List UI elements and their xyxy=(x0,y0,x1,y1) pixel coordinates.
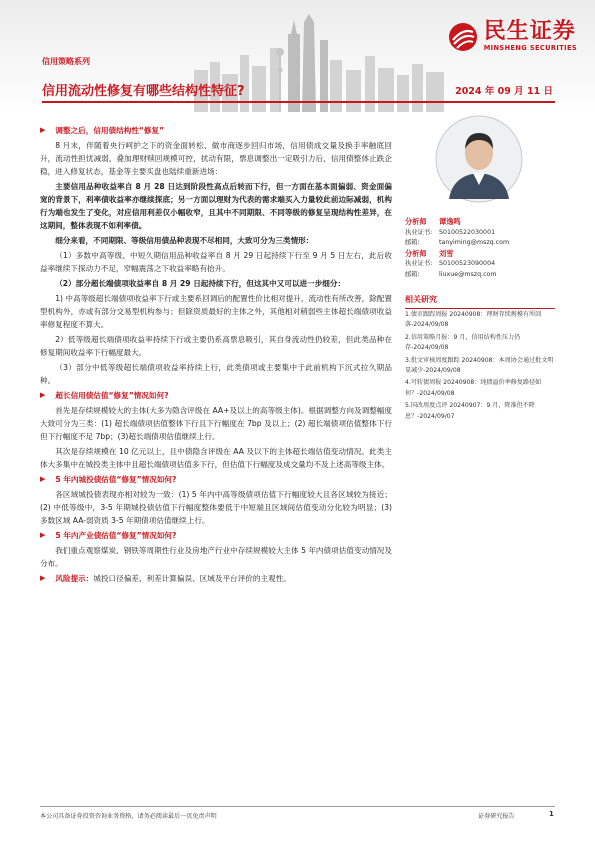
report-series: 信用策略系列 xyxy=(42,57,90,66)
triangle-bullet-icon: ▶ xyxy=(40,391,46,399)
paragraph: 8 月末，伴随着央行呵护之下的资金面转松、做市商逐步回归市场，信用债成交量及换手率触底回升，流动性担忧减弱，叠加理财赎回规模可控，扰动有限，票息调整出一定吸引力后，信用债整体止跌企稳，进入修复状态，基金等主要买盘也陆续重新进场： xyxy=(40,141,392,176)
related-research-item[interactable]: 3.批文审核周度跟踪 20240908：本周协会通过批文明显减少-2024/09/08 xyxy=(405,356,554,375)
brand-logo xyxy=(447,20,577,53)
related-research-heading: 相关研究 xyxy=(405,294,555,309)
section-heading: ▶ 调整之后，信用债结构性“修复” xyxy=(40,126,165,135)
related-research-item[interactable]: 5.国改周度点评 20240907：9 月，降准但不降息？-2024/09/07 xyxy=(405,402,535,420)
title-divider xyxy=(42,101,555,103)
paragraph: 1) 中高等级超长端债项收益率下行或主要系回调后的配置性价比相对提升，流动性有所改善，除配置型机构外，亦或有部分交易型机构参与；但除资质最好的主体之外，其他相对稍弱些主体超长端债项收益率修复程度不算大。 xyxy=(40,294,392,329)
paragraph: 主要信用品种收益率自 8 月 28 日达到阶段性高点后转而下行，但一方面在基本面偏弱、资金面偏宽的背景下，利率债收益率亦继续探底；另一方面以理财为代表的需求端买入力量较此前边际减弱，机构行为端也发生了变化，对应信用利差仅小幅收窄，且其中不同期限、不同等级的修复呈现结构性差异，在这期间，整体表现不如利率债。 xyxy=(40,182,392,230)
paragraph: 各区域城投债表现亦相对较为一致：(1) 5 年内中高等级债项估值下行幅度较大且各区域较为接近；(2) 中低等级中，3-5 年期城投债估值下行幅度整体要低于中短端且区域间估值变动分化较为明显；(3) 多数区域 AA-弱资质 3-5 年期债项估值继续上行。 xyxy=(40,490,392,525)
triangle-bullet-icon: ▶ xyxy=(40,126,46,134)
paragraph: 首先是存续规模较大的主体(大多为隐含评级在 AA+及以上的高等级主体)。根据调整方向及调整幅度大致可分为三类：(1) 超长端债项估值整体下行且下行幅度在 7bp 及以上；(2) 超长端债项估值整体下行但下行幅度不足 7bp；(3)超长端债项估值继续上行。 xyxy=(40,406,392,441)
risk-warning-text: 城投口径偏差、利差计算偏误、区域及平台评价的主观性。 xyxy=(93,574,291,583)
paragraph: 我们重点观察煤炭、钢铁等周期性行业及房地产行业中存续规模较大主体 5 年内债项估值变动情况及分布。 xyxy=(40,546,392,568)
analyst-email[interactable]: liuxue@mszq.com xyxy=(439,270,497,278)
analyst-cert: S0100522030001 xyxy=(439,228,496,236)
section-heading: ▶ 5 年内产业债估值“修复”情况如何? xyxy=(40,531,177,540)
analyst-name: 刘雪 xyxy=(439,248,454,258)
analyst-photo xyxy=(435,115,523,203)
related-research-item[interactable]: 1.债市跟踪周报 20240908：理财存续规模有所回落-2024/09/08 xyxy=(405,311,542,329)
brand-name-en: MINSHENG SECURITIES xyxy=(483,44,577,52)
paragraph: （1）多数中高等级、中短久期信用品种收益率自 8 月 29 日起持续下行至 9 月 5 日左右，此后收益率继续下探动力不足，窄幅震荡之下收益率略有抬升。 xyxy=(40,251,392,273)
brand-logo-icon xyxy=(447,21,479,53)
page-number: 1 xyxy=(549,810,554,818)
report-body xyxy=(40,124,392,587)
analyst-card: 分析师 刘雪 执业证书: S0100523090004 邮箱: liuxue@mszq.com xyxy=(405,249,555,281)
paragraph: 其次是存续规模在 10 亿元以上，且中债隐含评级在 AA 及以下的主体超长端估值变动情况。此类主体大多集中在城投类主体中且超长端债项估值多下行，但估值下行幅度及成交量均不及上述高等级主体。 xyxy=(40,447,392,469)
analyst-card: 分析师 谭逸鸣 执业证书: S0100522030001 邮箱: tanyiming@mszq.com xyxy=(405,217,555,249)
brand-name-cn: 民生证券 xyxy=(483,19,576,44)
related-research-list xyxy=(405,310,555,424)
footer-report-type: 证券研究报告 xyxy=(478,813,515,820)
section-heading: ▶ 超长信用债估值“修复”情况如何? xyxy=(40,391,169,400)
risk-warning xyxy=(40,572,392,585)
section-heading: ▶ 5 年内城投债估值“修复”情况如何? xyxy=(40,475,177,484)
paragraph: （3）部分中低等级超长端债项收益率持续上行，此类债项或主要集中于此前机构下沉式拉久期品种。 xyxy=(40,363,392,385)
paragraph: 2）低等级超长端债项收益率持续下行或主要仍系高票息吸引，其自身流动性仍较差，但此类品种在修复期间收益率下行幅度最大。 xyxy=(40,335,392,357)
analyst-email[interactable]: tanyiming@mszq.com xyxy=(439,239,510,247)
analyst-list xyxy=(405,217,555,281)
triangle-bullet-icon: ▶ xyxy=(40,531,46,539)
related-research-item[interactable]: 2.信用策略月报：9 月，信用结构性压力仍存-2024/09/08 xyxy=(405,333,521,352)
triangle-bullet-icon: ▶ xyxy=(40,574,46,582)
cover-banner xyxy=(0,0,595,112)
related-research-item[interactable]: 4.可转债周报 20240908：纯债溢价率修复路径如何？-2024/09/08 xyxy=(405,379,542,397)
paragraph: （2）部分超长端债项收益率自 8 月 29 日起持续下行，但这其中又可以进一步细分： xyxy=(55,279,346,288)
footer-disclaimer: 本公司具备证券投资咨询业务资格，请务必阅读最后一页免责声明 xyxy=(40,813,217,820)
analyst-name: 谭逸鸣 xyxy=(439,217,461,226)
report-title: 信用流动性修复有哪些结构性特征? xyxy=(42,84,245,99)
report-date: 2024 年 09 月 11 日 xyxy=(455,86,553,97)
risk-warning-label: 风险提示： xyxy=(55,574,94,583)
triangle-bullet-icon: ▶ xyxy=(40,475,46,483)
footer-divider xyxy=(40,806,555,807)
paragraph: 细分来看，不同期限、等级信用债品种表现不尽相同，大致可分为三类情形： xyxy=(55,236,314,245)
analyst-cert: S0100523090004 xyxy=(439,260,496,268)
